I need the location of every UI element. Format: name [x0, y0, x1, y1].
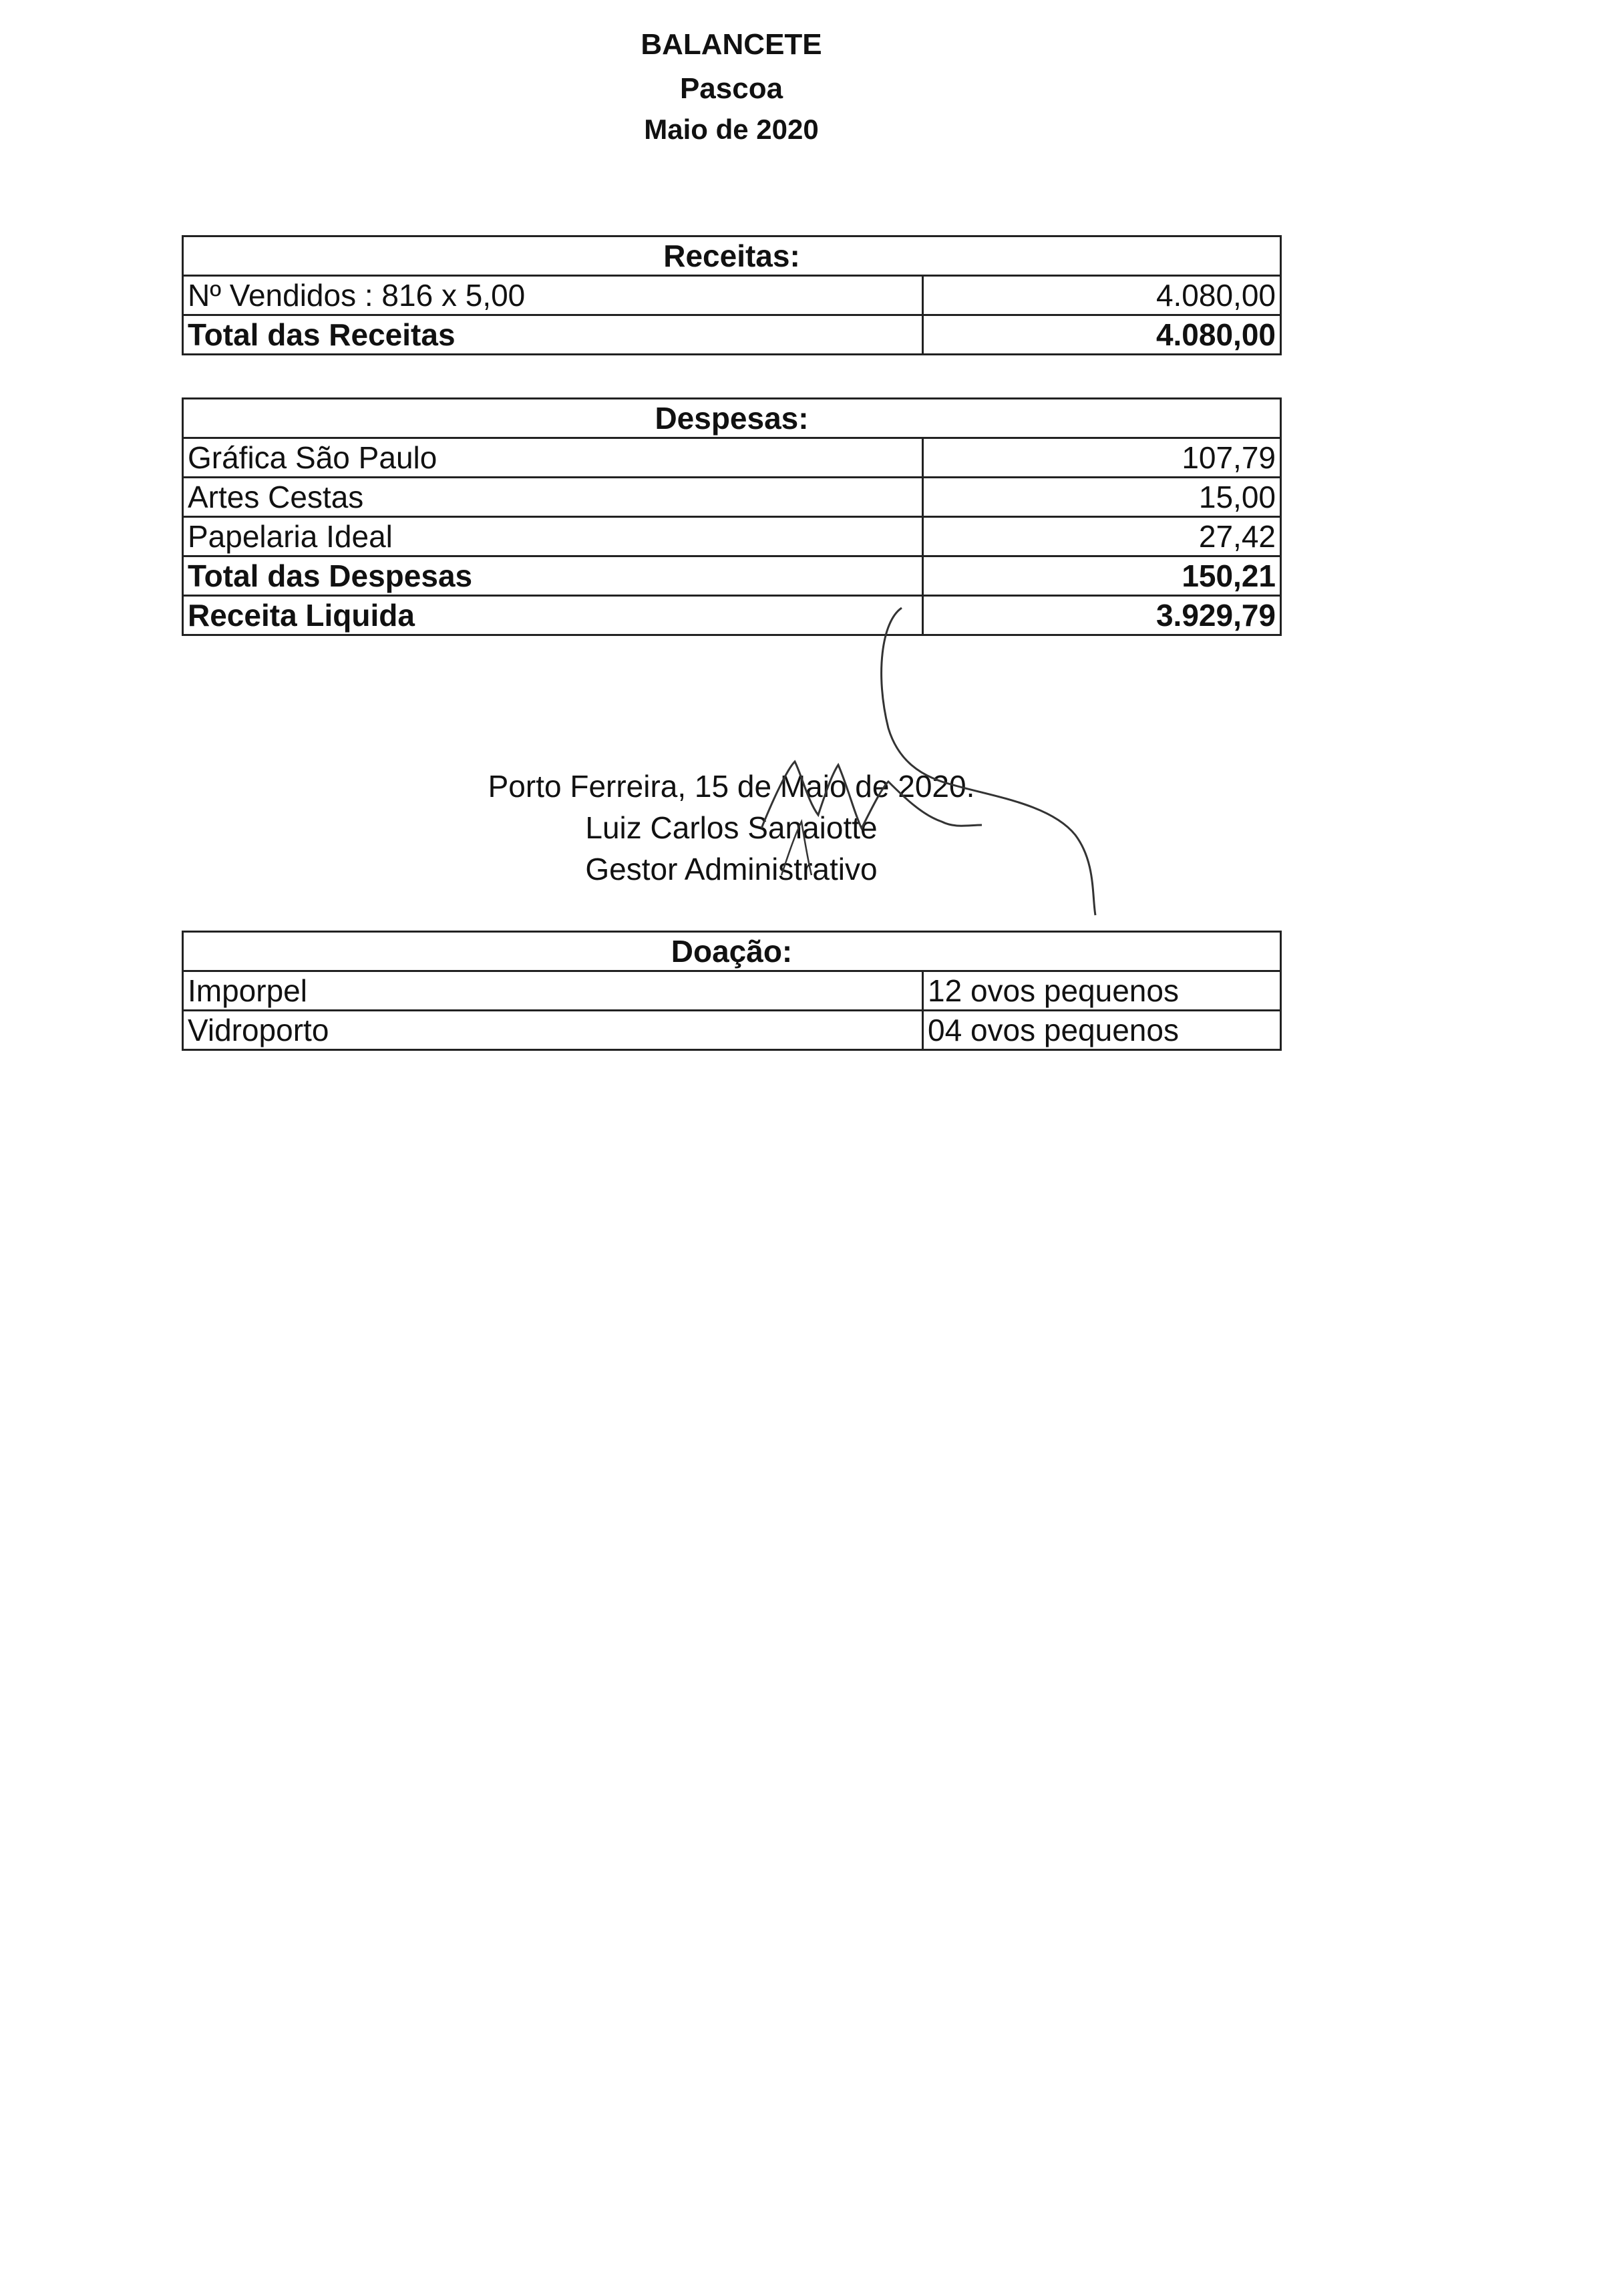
despesas-heading: Despesas: [183, 399, 1281, 438]
receita-liquida-label: Receita Liquida [183, 596, 923, 635]
table-row [183, 1011, 1281, 1050]
table-row [183, 438, 1281, 478]
despesas-row-label: Artes Cestas [183, 478, 923, 517]
doacao-row-value: 12 ovos pequenos [923, 971, 1281, 1011]
page-period: Maio de 2020 [644, 114, 819, 145]
signer-name: Luiz Carlos Sanaiotte [585, 810, 878, 845]
despesas-row-value: 15,00 [923, 478, 1281, 517]
receitas-total-label: Total das Receitas [183, 315, 923, 355]
signer-role: Gestor Administrativo [585, 852, 878, 886]
despesas-row-value: 107,79 [923, 438, 1281, 478]
table-row [183, 276, 1281, 315]
doacao-row-value: 04 ovos pequenos [923, 1011, 1281, 1050]
receitas-table [182, 235, 1282, 355]
table-row [183, 517, 1281, 556]
receitas-total-row [183, 315, 1281, 355]
despesas-row-value: 27,42 [923, 517, 1281, 556]
receita-liquida-value: 3.929,79 [923, 596, 1281, 635]
page-subtitle: Pascoa [679, 72, 783, 105]
doacao-table [182, 931, 1282, 1051]
page-title: BALANCETE [641, 28, 822, 61]
despesas-total-value: 150,21 [923, 556, 1281, 596]
receitas-row-value: 4.080,00 [923, 276, 1281, 315]
doacao-heading: Doação: [183, 932, 1281, 971]
despesas-total-label: Total das Despesas [183, 556, 923, 596]
table-row [183, 971, 1281, 1011]
despesas-row-label: Papelaria Ideal [183, 517, 923, 556]
receitas-total-value: 4.080,00 [923, 315, 1281, 355]
receitas-heading: Receitas: [183, 236, 1281, 276]
table-row [183, 478, 1281, 517]
despesas-total-row [183, 556, 1281, 596]
despesas-row-label: Gráfica São Paulo [183, 438, 923, 478]
doacao-row-label: Vidroporto [183, 1011, 923, 1050]
handwritten-signature [701, 595, 1129, 929]
place-date: Porto Ferreira, 15 de Maio de 2020. [488, 769, 975, 804]
doacao-row-label: Imporpel [183, 971, 923, 1011]
receitas-row-label: Nº Vendidos : 816 x 5,00 [183, 276, 923, 315]
